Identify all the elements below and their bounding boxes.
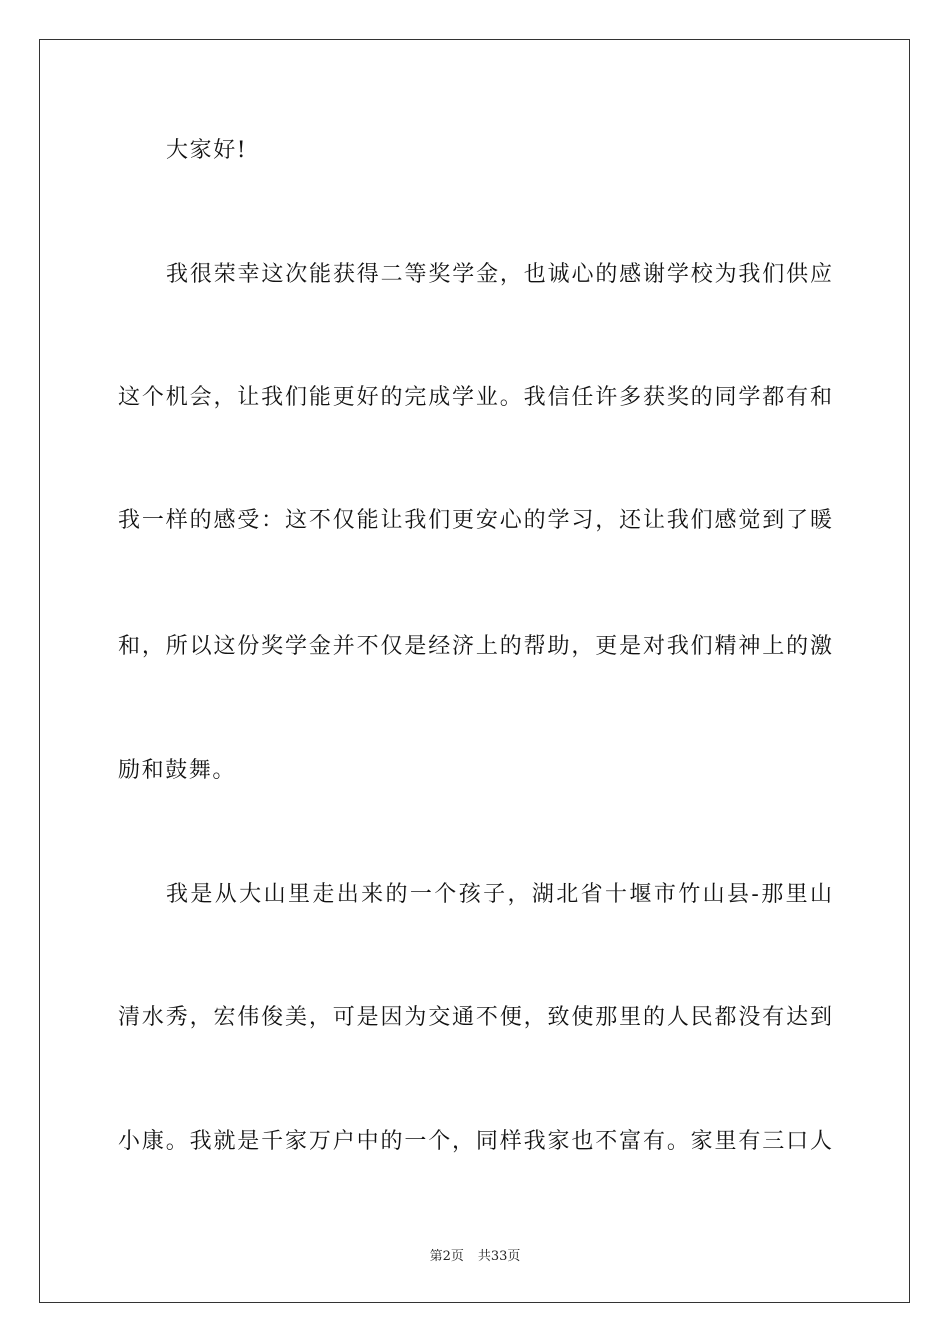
paragraph-line: 清水秀，宏伟俊美，可是因为交通不便，致使那里的人民都没有达到: [118, 1005, 832, 1030]
paragraph-line: 我是从大山里走出来的一个孩子，湖北省十堰市竹山县-那里山: [166, 882, 832, 907]
page-footer: [0, 1248, 950, 1266]
paragraph-line: 小康。我就是千家万户中的一个，同样我家也不富有。家里有三口人: [118, 1129, 832, 1154]
page-total: 共33页: [477, 1249, 521, 1264]
paragraph-line: 和，所以这份奖学金并不仅是经济上的帮助，更是对我们精神上的激: [118, 634, 832, 659]
paragraph-line: 励和鼓舞。: [118, 758, 237, 783]
paragraph-line: 我很荣幸这次能获得二等奖学金，也诚心的感谢学校为我们供应: [166, 262, 832, 287]
greeting-line: 大家好!: [166, 138, 248, 163]
page-number: 第2页: [429, 1249, 464, 1264]
paragraph-line: 我一样的感受：这不仅能让我们更安心的学习，还让我们感觉到了暖: [118, 508, 832, 533]
paragraph-line: 这个机会，让我们能更好的完成学业。我信任许多获奖的同学都有和: [118, 385, 832, 410]
page-border: [39, 39, 910, 1303]
